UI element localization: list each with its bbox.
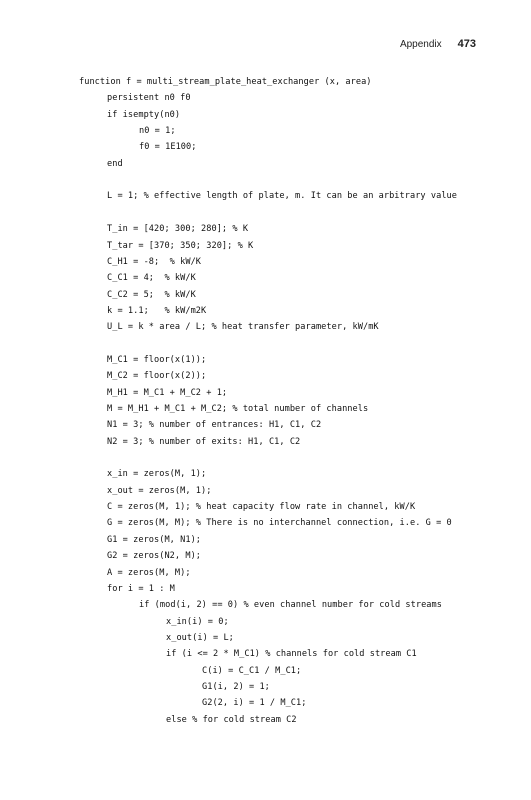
code-line: k = 1.1; % kW/m2K: [107, 305, 207, 316]
section-title: Appendix: [399, 39, 442, 50]
code-line: G1 = zeros(M, N1);: [107, 534, 202, 545]
code-line: f0 = 1E100;: [139, 142, 197, 153]
code-line: x_in(i) = 0;: [166, 616, 229, 627]
code-line: G2(2, i) = 1 / M_C1;: [202, 698, 307, 709]
code-line: C_C2 = 5; % kW/K: [107, 289, 196, 300]
code-line: C_C1 = 4; % kW/K: [107, 273, 196, 284]
code-line: N1 = 3; % number of entrances: H1, C1, C2: [107, 420, 322, 431]
running-header: [400, 38, 476, 50]
code-line: L = 1; % effective length of plate, m. It can be an arbitrary value: [107, 191, 457, 202]
code-line: C_H1 = -8; % kW/K: [107, 256, 202, 267]
code-line: M_C1 = floor(x(1));: [107, 354, 207, 365]
code-line: if (i <= 2 * M_C1) % channels for cold stream C1: [166, 649, 417, 660]
code-line: U_L = k * area / L; % heat transfer parameter, kW/mK: [107, 322, 379, 333]
code-line: M_H1 = M_C1 + M_C2 + 1;: [107, 387, 228, 398]
code-line: function f = multi_stream_plate_heat_exchanger (x, area): [79, 77, 372, 87]
page-number: 473: [457, 38, 476, 50]
code-line: for i = 1 : M: [107, 583, 175, 594]
code-line: G2 = zeros(N2, M);: [107, 551, 202, 562]
code-line: T_in = [420; 300; 280]; % K: [107, 224, 249, 235]
code-line: A = zeros(M, M);: [107, 567, 191, 578]
code-line: G = zeros(M, M); % There is no interchannel connection, i.e. G = 0: [107, 518, 452, 529]
code-line: else % for cold stream C2: [166, 714, 297, 725]
code-line: T_tar = [370; 350; 320]; % K: [107, 240, 254, 251]
code-line: end: [107, 158, 123, 169]
code-line: persistent n0 f0: [107, 93, 191, 104]
code-line: M_C2 = floor(x(2));: [107, 371, 207, 382]
code-line: if isempty(n0): [107, 109, 181, 120]
code-line: x_in = zeros(M, 1);: [107, 469, 207, 480]
code-line: x_out = zeros(M, 1);: [107, 485, 212, 496]
code-line: C = zeros(M, 1); % heat capacity flow rate in channel, kW/K: [107, 502, 416, 513]
code-line: if (mod(i, 2) == 0) % even channel number for cold streams: [139, 600, 442, 611]
code-line: M = M_H1 + M_C1 + M_C2; % total number of channels: [107, 404, 369, 414]
code-line: n0 = 1;: [139, 126, 176, 137]
code-line: N2 = 3; % number of exits: H1, C1, C2: [107, 436, 301, 447]
code-line: C(i) = C_C1 / M_C1;: [202, 665, 302, 676]
code-line: G1(i, 2) = 1;: [202, 681, 270, 692]
code-line: x_out(i) = L;: [166, 632, 234, 643]
